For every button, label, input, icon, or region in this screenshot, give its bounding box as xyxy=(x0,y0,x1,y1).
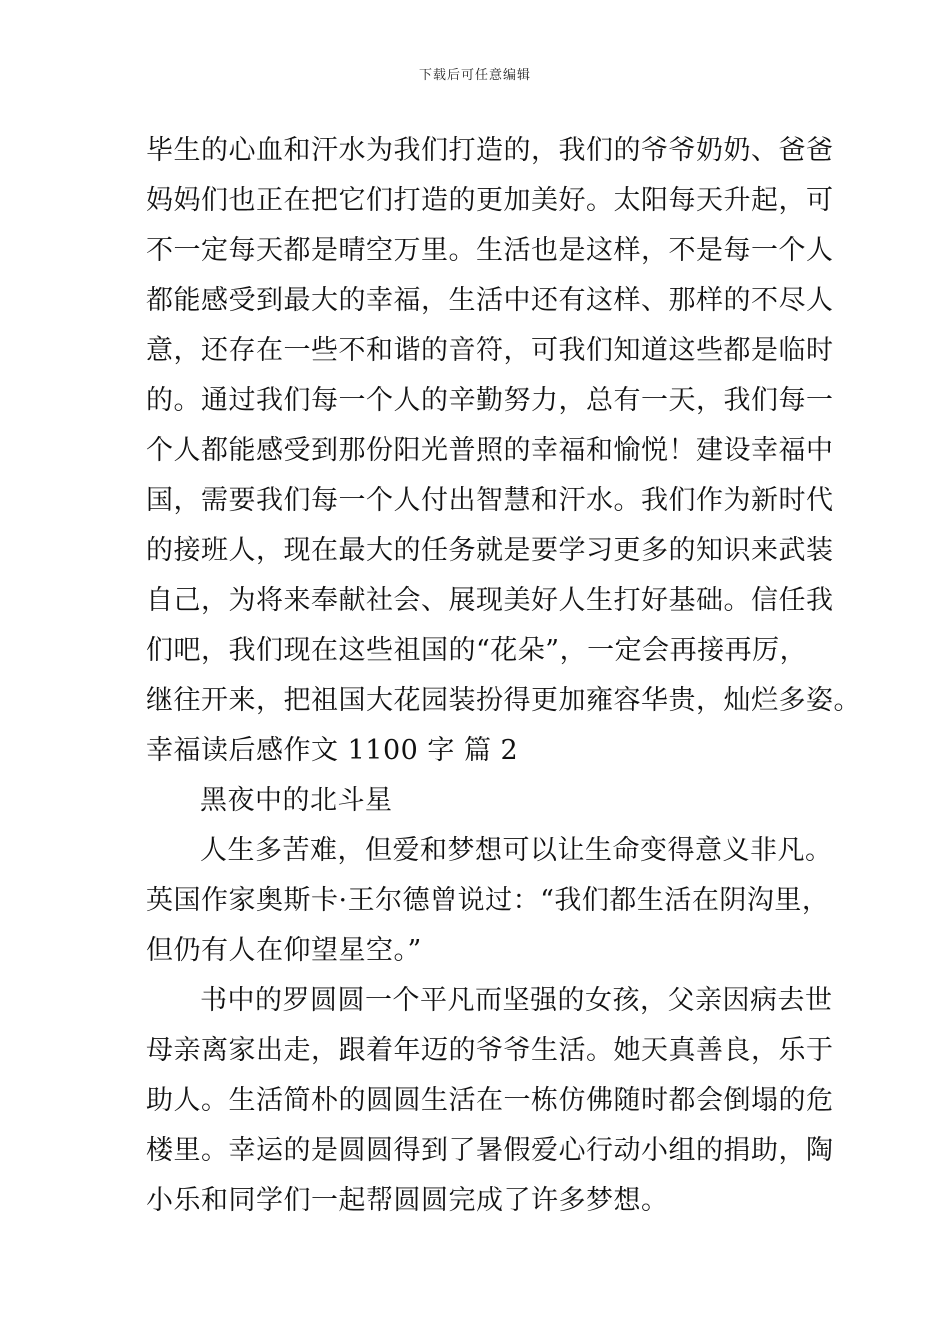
text-line: 楼里。幸运的是圆圆得到了暑假爱心行动小组的捐助，陶 xyxy=(146,1135,834,1166)
text-line: 人生多苦难，但爱和梦想可以让生命变得意义非凡。 xyxy=(200,835,833,866)
text-line: 不一定每天都是晴空万里。生活也是这样，不是每一个人 xyxy=(146,235,834,266)
page-header-note: 下载后可任意编辑 xyxy=(418,68,531,83)
text-line: 继往开来，把祖国大花园装扮得更加雍容华贵，灿烂多姿。 xyxy=(146,685,861,716)
text-line: 母亲离家出走，跟着年迈的爷爷生活。她天真善良，乐于 xyxy=(146,1035,834,1066)
text-line: 的接班人，现在最大的任务就是要学习更多的知识来武装 xyxy=(146,535,834,566)
text-line: 国，需要我们每一个人付出智慧和汗水。我们作为新时代 xyxy=(146,485,834,516)
text-line: 自己，为将来奉献社会、展现美好人生打好基础。信任我 xyxy=(146,585,834,616)
text-line: 妈妈们也正在把它们打造的更加美好。太阳每天升起，可 xyxy=(146,185,834,216)
article-title: 黑夜中的北斗星 xyxy=(200,785,393,816)
text-line: 们吧，我们现在这些祖国的“花朵”，一定会再接再厉， xyxy=(146,635,808,666)
text-line: 书中的罗圆圆一个平凡而坚强的女孩，父亲因病去世 xyxy=(200,985,833,1016)
section-heading: 幸福读后感作文 1100 字 篇 2 xyxy=(146,735,519,766)
document-body xyxy=(146,126,861,1226)
text-line: 个人都能感受到那份阳光普照的幸福和愉悦！建设幸福中 xyxy=(146,435,834,466)
text-line: 毕生的心血和汗水为我们打造的，我们的爷爷奶奶、爸爸 xyxy=(146,135,834,166)
text-line: 助人。生活简朴的圆圆生活在一栋仿佛随时都会倒塌的危 xyxy=(146,1085,834,1116)
text-line: 都能感受到最大的幸福，生活中还有这样、那样的不尽人 xyxy=(146,285,834,316)
text-line: 但仍有人在仰望星空。” xyxy=(146,935,422,966)
text-line: 英国作家奥斯卡·王尔德曾说过：“我们都生活在阴沟里， xyxy=(146,885,830,916)
text-line: 意，还存在一些不和谐的音符，可我们知道这些都是临时 xyxy=(146,335,834,366)
text-line: 的。通过我们每一个人的辛勤努力，总有一天，我们每一 xyxy=(146,385,834,416)
text-line: 小乐和同学们一起帮圆圆完成了许多梦想。 xyxy=(146,1185,669,1216)
